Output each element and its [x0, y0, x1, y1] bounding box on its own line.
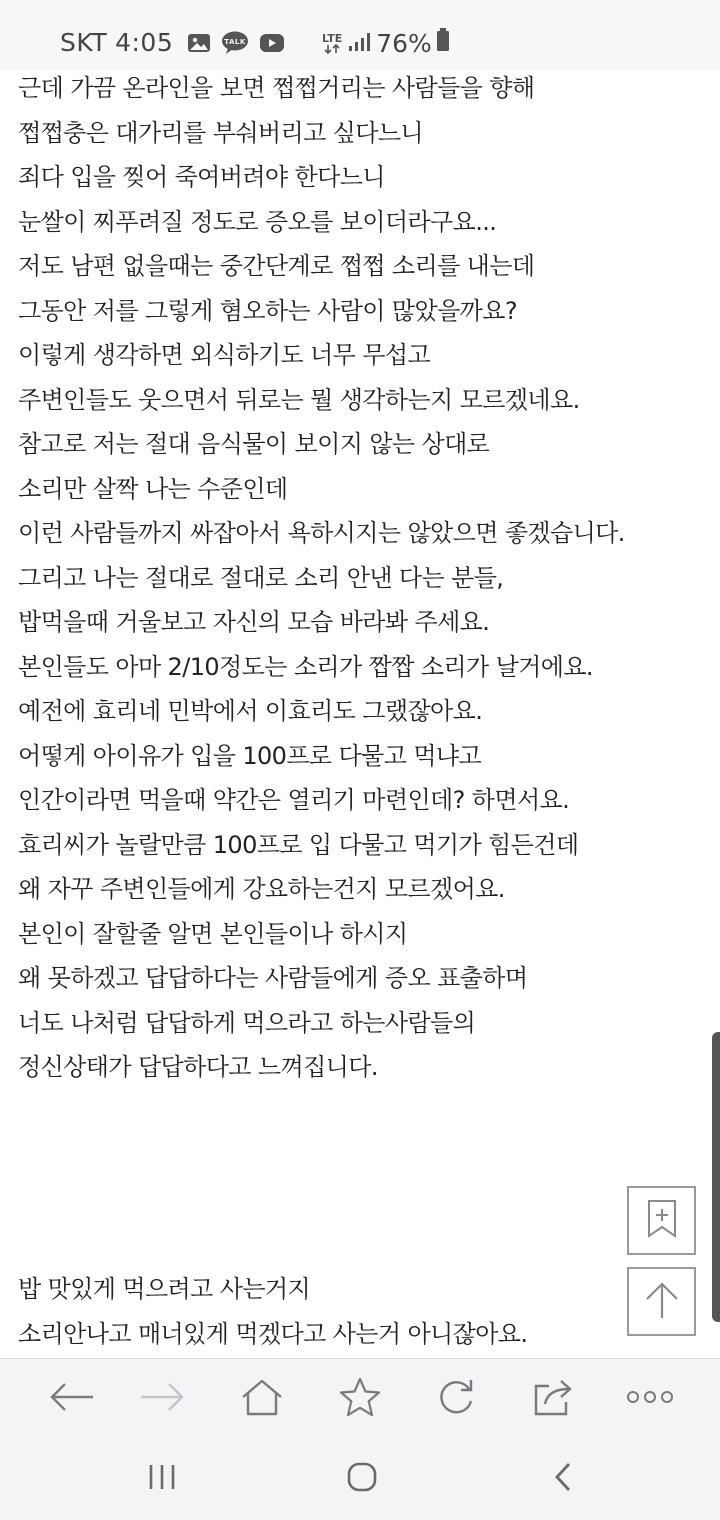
- article-line: 인간이라면 먹을때 약간은 열리기 마련인데? 하면서요.: [18, 786, 570, 814]
- bookmark-add-icon: [646, 1199, 678, 1243]
- home-button-icon: [346, 1461, 378, 1497]
- article-line: 저도 남편 없을때는 중간단계로 쩝쩝 소리를 내는데: [18, 252, 535, 280]
- recent-apps-button[interactable]: [122, 1438, 202, 1520]
- share-icon: [533, 1378, 573, 1420]
- more-options-button[interactable]: [610, 1359, 690, 1439]
- back-nav-icon: [553, 1461, 573, 1497]
- signal-icon: [348, 29, 370, 58]
- forward-icon: [139, 1382, 185, 1416]
- share-button[interactable]: [513, 1359, 593, 1439]
- status-bar: [0, 0, 720, 70]
- article-line: 너도 나처럼 답답하게 먹으라고 하는사람들의: [18, 1008, 476, 1037]
- article-line: 눈쌀이 찌푸려질 정도로 증오를 보이더라구요...: [18, 207, 497, 236]
- article-line: 근데 가끔 온라인을 보면 쩝쩝거리는 사람들을 향해: [18, 74, 535, 102]
- scrollbar-thumb[interactable]: [712, 1032, 720, 1322]
- recent-apps-icon: [147, 1463, 177, 1495]
- article-line: 왜 못하겠고 답답하다는 사람들에게 증오 표출하며: [18, 964, 528, 992]
- article-line: 효리씨가 놀랄만큼 100프로 입 다물고 먹기가 힘든건데: [18, 830, 579, 859]
- article-line: 정신상태가 답답하다고 느껴집니다.: [18, 1053, 378, 1081]
- article-closing: [18, 1267, 708, 1356]
- refresh-icon: [436, 1377, 476, 1421]
- lte-label: LTE: [322, 31, 343, 45]
- article-closing-line: 소리안나고 매너있게 먹겠다고 사는거 아니잖아요.: [18, 1319, 528, 1348]
- article-line: 그리고 나는 절대로 절대로 소리 안낸 다는 분들,: [18, 563, 504, 592]
- article-line: 참고로 저는 절대 음식물이 보이지 않는 상대로: [18, 430, 490, 458]
- article-line: 죄다 입을 찢어 죽여버려야 한다느니: [18, 163, 385, 191]
- article-closing-line: 밥 맛있게 먹으려고 사는거지: [18, 1275, 311, 1303]
- article-line: 주변인들도 웃으면서 뒤로는 뭘 생각하는지 모르겠네요.: [18, 385, 580, 414]
- bookmark-star-icon: [339, 1377, 381, 1421]
- article-line: 어떻게 아이유가 입을 100프로 다물고 먹냐고: [18, 741, 482, 770]
- refresh-button[interactable]: [416, 1359, 496, 1439]
- more-icon: [626, 1389, 674, 1409]
- gallery-icon: [187, 33, 211, 53]
- scroll-to-top-button[interactable]: [627, 1267, 696, 1336]
- article-line: 밥먹을때 거울보고 자신의 모습 바라봐 주세요.: [18, 608, 490, 636]
- clock: 4:05: [115, 28, 174, 57]
- back-button[interactable]: [32, 1359, 112, 1439]
- home-button[interactable]: [222, 1359, 302, 1439]
- bookmarks-button[interactable]: [320, 1359, 400, 1439]
- system-nav-bar: [0, 1438, 720, 1520]
- carrier-label: SKT: [60, 28, 108, 57]
- article-line: 이런 사람들까지 싸잡아서 욕하시지는 않았으면 좋겠습니다.: [18, 519, 625, 547]
- kakaotalk-icon: [221, 31, 249, 55]
- lte-icon: [322, 33, 342, 54]
- battery-percent: 76%: [376, 28, 432, 58]
- battery-icon: [436, 28, 450, 58]
- system-back-button[interactable]: [523, 1438, 603, 1520]
- article-line: 쩝쩝충은 대가리를 부숴버리고 싶다느니: [18, 118, 424, 147]
- arrow-up-icon: [644, 1280, 680, 1324]
- article-line: 본인이 잘할줄 알면 본인들이나 하시지: [18, 919, 408, 948]
- status-right: [322, 28, 450, 58]
- back-icon: [49, 1382, 95, 1416]
- article-body: [18, 66, 708, 1090]
- system-home-button[interactable]: [322, 1438, 402, 1520]
- article-line: 예전에 효리네 민박에서 이효리도 그랬잖아요.: [18, 697, 483, 725]
- add-bookmark-button[interactable]: [627, 1186, 696, 1255]
- kakaotalk-talk-text: TALK: [224, 37, 247, 46]
- forward-button[interactable]: [122, 1359, 202, 1439]
- youtube-icon: [259, 33, 285, 53]
- article-line: 이렇게 생각하면 외식하기도 너무 무섭고: [18, 341, 431, 369]
- status-left: [60, 28, 285, 57]
- article-line: 그동안 저를 그렇게 혐오하는 사람이 많았을까요?: [18, 296, 517, 325]
- article-line: 소리만 살짝 나는 수준인데: [18, 474, 288, 503]
- article-line: 본인들도 아마 2/10정도는 소리가 짭짭 소리가 날거에요.: [18, 652, 593, 681]
- article-line: 왜 자꾸 주변인들에게 강요하는건지 모르겠어요.: [18, 875, 505, 903]
- browser-toolbar: [0, 1358, 720, 1439]
- home-icon: [241, 1378, 283, 1420]
